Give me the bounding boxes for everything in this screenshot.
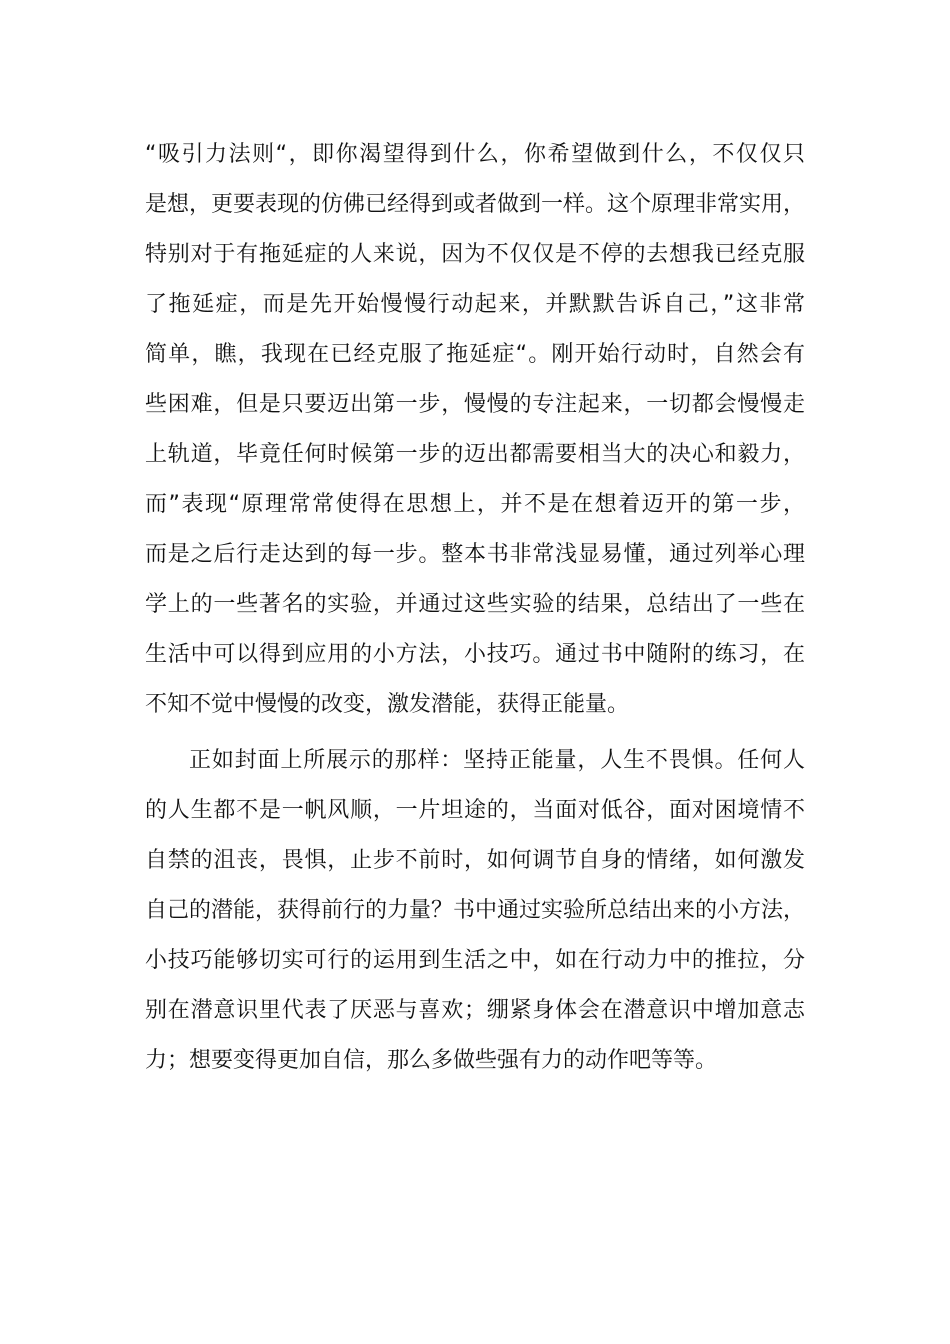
paragraph-line: 生活中可以得到应用的小方法，小技巧。通过书中随附的练习，在: [145, 642, 805, 667]
paragraph-line: 别在潜意识里代表了厌恶与喜欢；绷紧身体会在潜意识中增加意志: [145, 998, 805, 1023]
paragraph-line: 不知不觉中慢慢的改变，激发潜能，获得正能量。: [145, 692, 630, 717]
paragraph-line: 了拖延症，而是先开始慢慢行动起来，并默默告诉自己，”这非常: [145, 292, 805, 317]
paragraph-line: 而”表现“原理常常使得在思想上，并不是在想着迈开的第一步，: [145, 492, 805, 517]
paragraph-2: [145, 736, 805, 1086]
paragraph-line: 上轨道，毕竟任何时候第一步的迈出都需要相当大的决心和毅力，: [145, 442, 805, 467]
paragraph-line: 正如封面上所展示的那样：坚持正能量，人生不畏惧。任何人: [189, 748, 805, 773]
paragraph-line: 小技巧能够切实可行的运用到生活之中，如在行动力中的推拉，分: [145, 948, 805, 973]
paragraph-line: 是想，更要表现的仿佛已经得到或者做到一样。这个原理非常实用，: [145, 192, 806, 217]
paragraph-line: 的人生都不是一帆风顺，一片坦途的，当面对低谷，面对困境情不: [145, 798, 805, 823]
paragraph-line: 特别对于有拖延症的人来说，因为不仅仅是不停的去想我已经克服: [145, 242, 805, 267]
paragraph-line: 些困难，但是只要迈出第一步，慢慢的专注起来，一切都会慢慢走: [145, 392, 805, 417]
paragraph-line: 自己的潜能，获得前行的力量？书中通过实验所总结出来的小方法，: [145, 898, 806, 923]
paragraph-line: 学上的一些著名的实验，并通过这些实验的结果，总结出了一些在: [145, 592, 805, 617]
document-body: [145, 130, 805, 1086]
paragraph-line: 自禁的沮丧，畏惧，止步不前时，如何调节自身的情绪，如何激发: [145, 848, 805, 873]
paragraph-line: 而是之后行走达到的每一步。整本书非常浅显易懂，通过列举心理: [145, 542, 805, 567]
paragraph-1: [145, 130, 805, 730]
paragraph-line: 力；想要变得更加自信，那么多做些强有力的动作吧等等。: [145, 1048, 718, 1073]
paragraph-line: “吸引力法则“，即你渴望得到什么，你希望做到什么，不仅仅只: [145, 142, 805, 167]
paragraph-line: 简单，瞧，我现在已经克服了拖延症“。刚开始行动时，自然会有: [145, 342, 805, 367]
